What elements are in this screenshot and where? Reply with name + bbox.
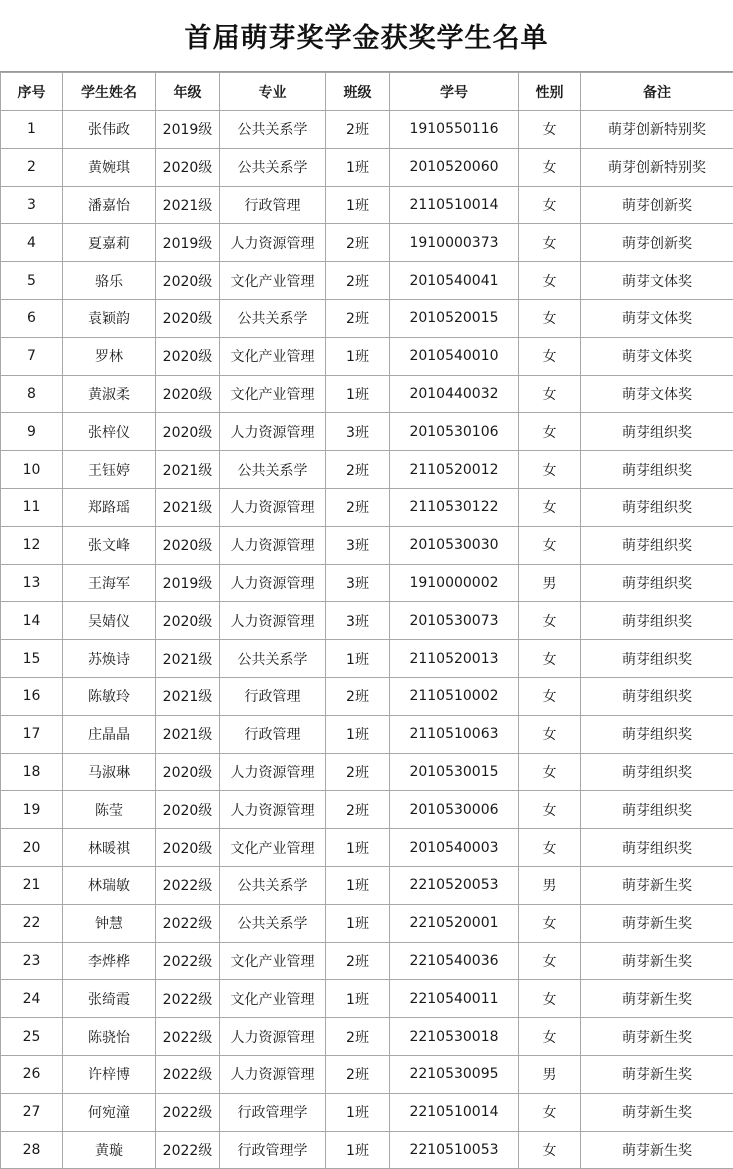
cell-note: 萌芽创新特别奖 [581, 111, 733, 149]
cell-student-id: 2210510053 [390, 1131, 519, 1169]
cell-note: 萌芽新生奖 [581, 1131, 733, 1169]
table-row [1, 413, 733, 451]
table-row [1, 904, 733, 942]
cell-class: 1班 [326, 640, 390, 678]
header-class: 班级 [326, 73, 390, 111]
cell-gender: 女 [519, 791, 581, 829]
cell-student-id: 2010530015 [390, 753, 519, 791]
cell-major: 公共关系学 [220, 640, 326, 678]
cell-class: 2班 [326, 488, 390, 526]
cell-class: 1班 [326, 904, 390, 942]
cell-major: 公共关系学 [220, 148, 326, 186]
cell-major: 人力资源管理 [220, 488, 326, 526]
award-table [0, 72, 733, 1169]
cell-seq: 8 [1, 375, 63, 413]
cell-grade: 2022级 [156, 1093, 220, 1131]
cell-class: 3班 [326, 564, 390, 602]
table-row [1, 375, 733, 413]
cell-major: 人力资源管理 [220, 602, 326, 640]
table-row [1, 224, 733, 262]
cell-grade: 2020级 [156, 299, 220, 337]
cell-gender: 男 [519, 564, 581, 602]
cell-seq: 21 [1, 866, 63, 904]
cell-seq: 13 [1, 564, 63, 602]
cell-name: 骆乐 [63, 262, 156, 300]
cell-gender: 女 [519, 640, 581, 678]
cell-gender: 女 [519, 677, 581, 715]
cell-student-id: 2010520015 [390, 299, 519, 337]
cell-seq: 7 [1, 337, 63, 375]
cell-note: 萌芽新生奖 [581, 904, 733, 942]
cell-note: 萌芽新生奖 [581, 866, 733, 904]
cell-note: 萌芽文体奖 [581, 375, 733, 413]
title-bar [0, 0, 733, 72]
cell-major: 文化产业管理 [220, 262, 326, 300]
cell-seq: 11 [1, 488, 63, 526]
cell-grade: 2021级 [156, 451, 220, 489]
cell-class: 1班 [326, 148, 390, 186]
cell-note: 萌芽新生奖 [581, 942, 733, 980]
table-row [1, 148, 733, 186]
cell-grade: 2020级 [156, 829, 220, 867]
cell-name: 张伟政 [63, 111, 156, 149]
cell-major: 人力资源管理 [220, 526, 326, 564]
table-row [1, 337, 733, 375]
cell-gender: 男 [519, 866, 581, 904]
cell-major: 人力资源管理 [220, 1018, 326, 1056]
cell-student-id: 2210520001 [390, 904, 519, 942]
table-header-row [1, 73, 733, 111]
cell-name: 何宛潼 [63, 1093, 156, 1131]
table-row [1, 677, 733, 715]
table-row [1, 602, 733, 640]
cell-gender: 女 [519, 829, 581, 867]
cell-seq: 5 [1, 262, 63, 300]
cell-student-id: 2210530095 [390, 1055, 519, 1093]
cell-note: 萌芽组织奖 [581, 677, 733, 715]
cell-name: 郑路瑶 [63, 488, 156, 526]
cell-name: 马淑琳 [63, 753, 156, 791]
cell-major: 文化产业管理 [220, 980, 326, 1018]
cell-note: 萌芽文体奖 [581, 262, 733, 300]
cell-gender: 女 [519, 337, 581, 375]
cell-name: 袁颖韵 [63, 299, 156, 337]
cell-gender: 女 [519, 602, 581, 640]
cell-grade: 2021级 [156, 186, 220, 224]
cell-major: 公共关系学 [220, 299, 326, 337]
cell-class: 1班 [326, 186, 390, 224]
cell-grade: 2022级 [156, 1018, 220, 1056]
table-row [1, 942, 733, 980]
table-row [1, 1131, 733, 1169]
cell-gender: 男 [519, 1055, 581, 1093]
cell-seq: 26 [1, 1055, 63, 1093]
cell-major: 公共关系学 [220, 866, 326, 904]
cell-major: 行政管理 [220, 186, 326, 224]
cell-gender: 女 [519, 148, 581, 186]
cell-seq: 10 [1, 451, 63, 489]
cell-class: 1班 [326, 337, 390, 375]
cell-seq: 3 [1, 186, 63, 224]
cell-grade: 2022级 [156, 1055, 220, 1093]
cell-note: 萌芽组织奖 [581, 564, 733, 602]
table-row [1, 526, 733, 564]
cell-seq: 15 [1, 640, 63, 678]
cell-student-id: 2010530030 [390, 526, 519, 564]
cell-seq: 27 [1, 1093, 63, 1131]
cell-seq: 24 [1, 980, 63, 1018]
cell-note: 萌芽创新特别奖 [581, 148, 733, 186]
cell-seq: 19 [1, 791, 63, 829]
cell-gender: 女 [519, 413, 581, 451]
cell-grade: 2022级 [156, 866, 220, 904]
cell-student-id: 2110510002 [390, 677, 519, 715]
cell-student-id: 2210510014 [390, 1093, 519, 1131]
table-row [1, 564, 733, 602]
table-row [1, 866, 733, 904]
cell-grade: 2021级 [156, 488, 220, 526]
cell-student-id: 2110520013 [390, 640, 519, 678]
cell-gender: 女 [519, 111, 581, 149]
cell-major: 人力资源管理 [220, 1055, 326, 1093]
cell-grade: 2021级 [156, 677, 220, 715]
cell-class: 2班 [326, 753, 390, 791]
cell-grade: 2021级 [156, 640, 220, 678]
table-row [1, 640, 733, 678]
cell-note: 萌芽新生奖 [581, 1093, 733, 1131]
cell-student-id: 2010540041 [390, 262, 519, 300]
cell-student-id: 2110520012 [390, 451, 519, 489]
cell-name: 林瑞敏 [63, 866, 156, 904]
cell-name: 陈骁怡 [63, 1018, 156, 1056]
cell-grade: 2019级 [156, 224, 220, 262]
cell-seq: 9 [1, 413, 63, 451]
cell-major: 人力资源管理 [220, 224, 326, 262]
cell-student-id: 2110510063 [390, 715, 519, 753]
cell-name: 张文峰 [63, 526, 156, 564]
cell-class: 2班 [326, 111, 390, 149]
table-row [1, 1093, 733, 1131]
cell-note: 萌芽新生奖 [581, 1018, 733, 1056]
cell-name: 林暖祺 [63, 829, 156, 867]
header-major: 专业 [220, 73, 326, 111]
cell-student-id: 2210540036 [390, 942, 519, 980]
cell-class: 2班 [326, 791, 390, 829]
cell-class: 1班 [326, 375, 390, 413]
cell-class: 1班 [326, 1093, 390, 1131]
cell-grade: 2022级 [156, 904, 220, 942]
cell-note: 萌芽组织奖 [581, 526, 733, 564]
page-title: 首届萌芽奖学金获奖学生名单 [184, 23, 549, 54]
cell-seq: 20 [1, 829, 63, 867]
cell-major: 文化产业管理 [220, 337, 326, 375]
cell-name: 陈莹 [63, 791, 156, 829]
cell-gender: 女 [519, 488, 581, 526]
cell-name: 罗林 [63, 337, 156, 375]
table-row [1, 980, 733, 1018]
cell-name: 李烨桦 [63, 942, 156, 980]
cell-class: 2班 [326, 942, 390, 980]
cell-name: 陈敏玲 [63, 677, 156, 715]
cell-seq: 1 [1, 111, 63, 149]
cell-seq: 23 [1, 942, 63, 980]
cell-major: 人力资源管理 [220, 564, 326, 602]
cell-grade: 2020级 [156, 413, 220, 451]
cell-grade: 2020级 [156, 602, 220, 640]
cell-major: 行政管理 [220, 677, 326, 715]
cell-name: 钟慧 [63, 904, 156, 942]
cell-grade: 2020级 [156, 262, 220, 300]
cell-student-id: 2110530122 [390, 488, 519, 526]
cell-gender: 女 [519, 262, 581, 300]
cell-name: 夏嘉莉 [63, 224, 156, 262]
cell-student-id: 1910000373 [390, 224, 519, 262]
cell-student-id: 2110510014 [390, 186, 519, 224]
table-row [1, 111, 733, 149]
cell-class: 3班 [326, 602, 390, 640]
cell-grade: 2020级 [156, 526, 220, 564]
cell-class: 2班 [326, 677, 390, 715]
cell-gender: 女 [519, 980, 581, 1018]
table-row [1, 715, 733, 753]
cell-gender: 女 [519, 942, 581, 980]
cell-student-id: 2010520060 [390, 148, 519, 186]
cell-class: 2班 [326, 451, 390, 489]
cell-student-id: 2010530006 [390, 791, 519, 829]
cell-gender: 女 [519, 451, 581, 489]
cell-major: 公共关系学 [220, 111, 326, 149]
cell-note: 萌芽文体奖 [581, 337, 733, 375]
cell-gender: 女 [519, 904, 581, 942]
cell-class: 1班 [326, 1131, 390, 1169]
cell-name: 苏焕诗 [63, 640, 156, 678]
cell-note: 萌芽组织奖 [581, 829, 733, 867]
cell-seq: 25 [1, 1018, 63, 1056]
cell-grade: 2020级 [156, 148, 220, 186]
cell-name: 许梓博 [63, 1055, 156, 1093]
table-row [1, 829, 733, 867]
cell-grade: 2020级 [156, 753, 220, 791]
cell-note: 萌芽创新奖 [581, 186, 733, 224]
cell-major: 公共关系学 [220, 904, 326, 942]
cell-note: 萌芽组织奖 [581, 488, 733, 526]
cell-class: 2班 [326, 299, 390, 337]
cell-student-id: 2010530073 [390, 602, 519, 640]
cell-class: 2班 [326, 262, 390, 300]
cell-student-id: 1910550116 [390, 111, 519, 149]
cell-name: 王海军 [63, 564, 156, 602]
cell-gender: 女 [519, 1093, 581, 1131]
table-row [1, 791, 733, 829]
cell-major: 行政管理 [220, 715, 326, 753]
cell-gender: 女 [519, 753, 581, 791]
header-name: 学生姓名 [63, 73, 156, 111]
cell-major: 人力资源管理 [220, 413, 326, 451]
cell-name: 黄淑柔 [63, 375, 156, 413]
table-row [1, 488, 733, 526]
cell-name: 王钰婷 [63, 451, 156, 489]
cell-seq: 28 [1, 1131, 63, 1169]
cell-grade: 2022级 [156, 942, 220, 980]
cell-student-id: 2010440032 [390, 375, 519, 413]
cell-major: 行政管理学 [220, 1131, 326, 1169]
cell-note: 萌芽组织奖 [581, 640, 733, 678]
cell-note: 萌芽文体奖 [581, 299, 733, 337]
header-student-id: 学号 [390, 73, 519, 111]
cell-seq: 16 [1, 677, 63, 715]
cell-major: 文化产业管理 [220, 375, 326, 413]
cell-gender: 女 [519, 715, 581, 753]
cell-gender: 女 [519, 526, 581, 564]
cell-class: 2班 [326, 224, 390, 262]
cell-seq: 2 [1, 148, 63, 186]
cell-class: 1班 [326, 829, 390, 867]
cell-note: 萌芽组织奖 [581, 791, 733, 829]
cell-gender: 女 [519, 186, 581, 224]
cell-note: 萌芽组织奖 [581, 715, 733, 753]
cell-seq: 4 [1, 224, 63, 262]
cell-seq: 12 [1, 526, 63, 564]
cell-name: 黄璇 [63, 1131, 156, 1169]
table-row [1, 186, 733, 224]
cell-seq: 18 [1, 753, 63, 791]
header-gender: 性别 [519, 73, 581, 111]
cell-grade: 2021级 [156, 715, 220, 753]
cell-grade: 2020级 [156, 337, 220, 375]
cell-major: 行政管理学 [220, 1093, 326, 1131]
cell-grade: 2019级 [156, 564, 220, 602]
cell-major: 人力资源管理 [220, 753, 326, 791]
cell-note: 萌芽组织奖 [581, 451, 733, 489]
cell-gender: 女 [519, 299, 581, 337]
table-row [1, 262, 733, 300]
cell-gender: 女 [519, 1131, 581, 1169]
cell-note: 萌芽组织奖 [581, 602, 733, 640]
cell-seq: 14 [1, 602, 63, 640]
cell-seq: 6 [1, 299, 63, 337]
cell-student-id: 2010540003 [390, 829, 519, 867]
cell-name: 张绮霞 [63, 980, 156, 1018]
table-row [1, 1018, 733, 1056]
cell-major: 人力资源管理 [220, 791, 326, 829]
cell-grade: 2020级 [156, 375, 220, 413]
cell-grade: 2020级 [156, 791, 220, 829]
cell-major: 文化产业管理 [220, 942, 326, 980]
cell-student-id: 2010530106 [390, 413, 519, 451]
table-body [1, 111, 733, 1169]
cell-student-id: 2210530018 [390, 1018, 519, 1056]
cell-name: 潘嘉怡 [63, 186, 156, 224]
cell-gender: 女 [519, 1018, 581, 1056]
cell-seq: 17 [1, 715, 63, 753]
cell-class: 1班 [326, 715, 390, 753]
cell-student-id: 2010540010 [390, 337, 519, 375]
cell-grade: 2022级 [156, 980, 220, 1018]
table-row [1, 299, 733, 337]
cell-gender: 女 [519, 224, 581, 262]
cell-grade: 2022级 [156, 1131, 220, 1169]
table-row [1, 753, 733, 791]
table-row [1, 1055, 733, 1093]
cell-name: 庄晶晶 [63, 715, 156, 753]
cell-class: 3班 [326, 413, 390, 451]
cell-note: 萌芽新生奖 [581, 980, 733, 1018]
header-seq: 序号 [1, 73, 63, 111]
cell-major: 公共关系学 [220, 451, 326, 489]
cell-major: 文化产业管理 [220, 829, 326, 867]
cell-note: 萌芽创新奖 [581, 224, 733, 262]
header-grade: 年级 [156, 73, 220, 111]
cell-seq: 22 [1, 904, 63, 942]
cell-name: 张梓仪 [63, 413, 156, 451]
cell-grade: 2019级 [156, 111, 220, 149]
cell-gender: 女 [519, 375, 581, 413]
cell-class: 2班 [326, 1055, 390, 1093]
cell-class: 2班 [326, 1018, 390, 1056]
cell-class: 3班 [326, 526, 390, 564]
table-row [1, 451, 733, 489]
cell-note: 萌芽组织奖 [581, 753, 733, 791]
cell-student-id: 2210540011 [390, 980, 519, 1018]
cell-student-id: 1910000002 [390, 564, 519, 602]
cell-note: 萌芽新生奖 [581, 1055, 733, 1093]
cell-class: 1班 [326, 866, 390, 904]
cell-student-id: 2210520053 [390, 866, 519, 904]
cell-class: 1班 [326, 980, 390, 1018]
header-note: 备注 [581, 73, 733, 111]
cell-name: 吴婧仪 [63, 602, 156, 640]
cell-name: 黄婉琪 [63, 148, 156, 186]
cell-note: 萌芽组织奖 [581, 413, 733, 451]
